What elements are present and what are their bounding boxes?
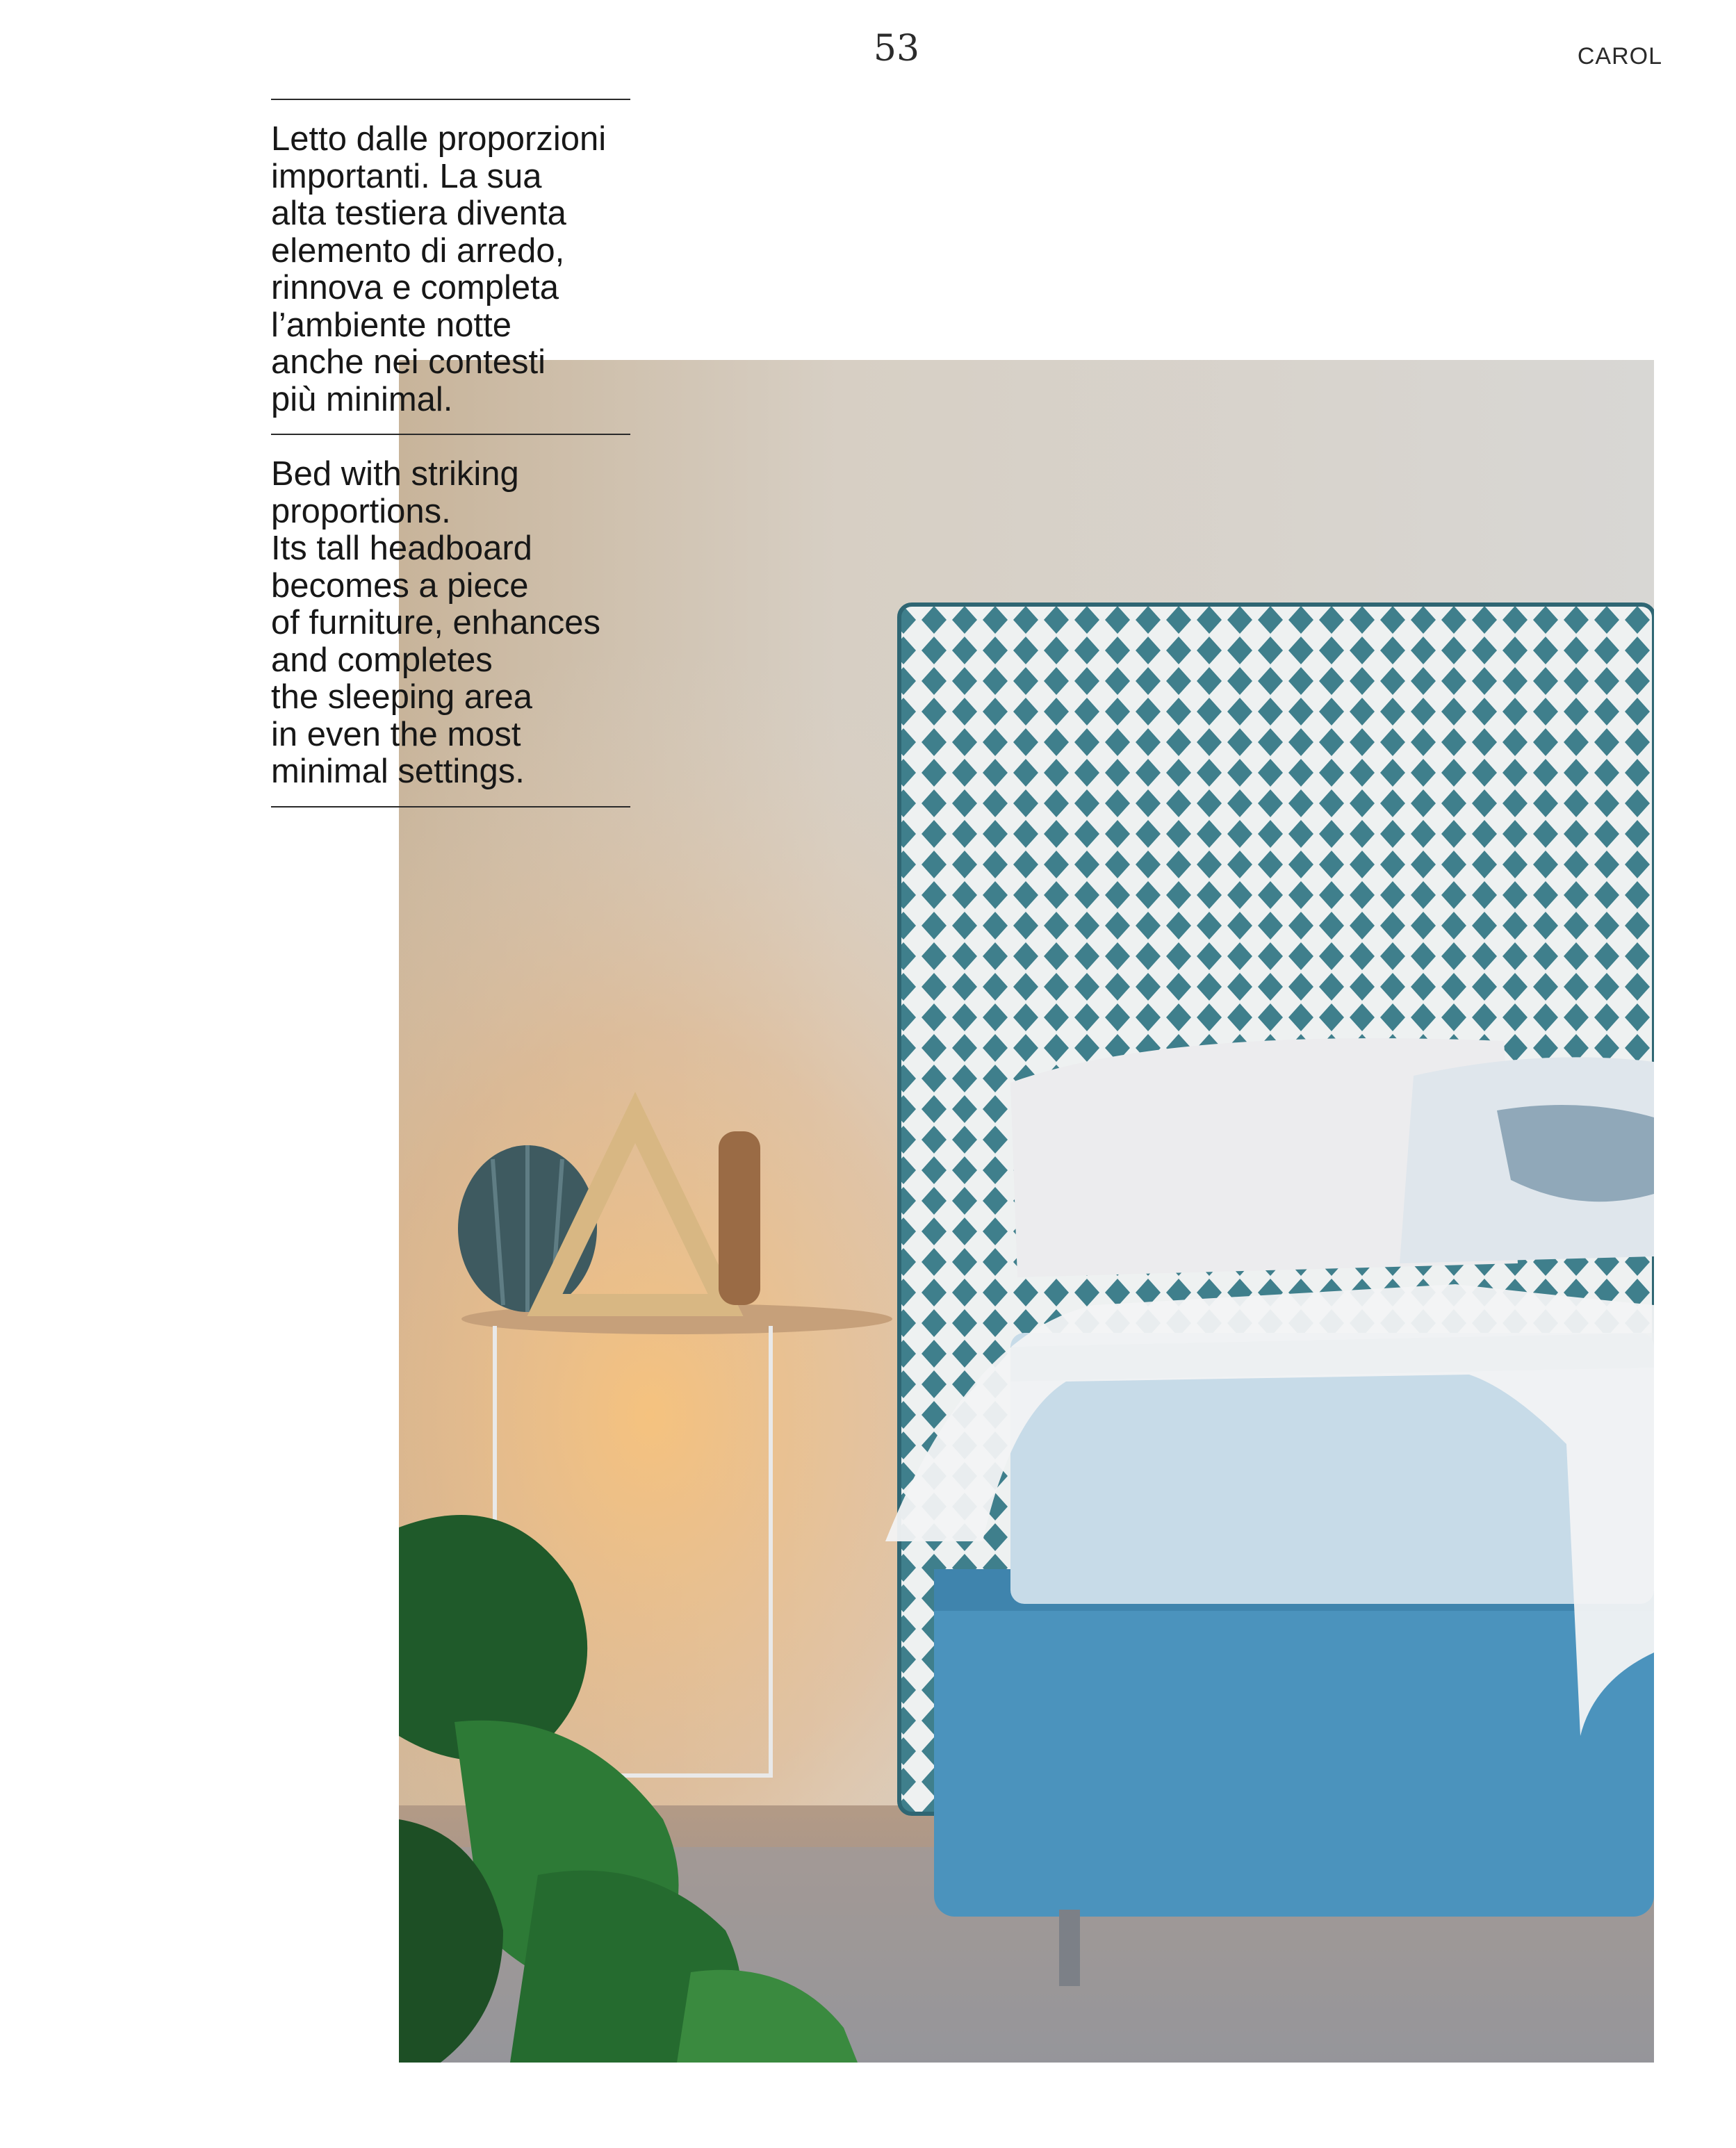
italian-description: Letto dalle proporzioni importanti. La sua alta testiera diventa elemento di arredo, rinnova e completa l’ambiente notte anche nei contesti più minimal. — [271, 120, 607, 418]
page-number: 53 — [873, 28, 920, 69]
brand-name: CAROL — [1577, 43, 1662, 69]
english-description: Bed with striking proportions. Its tall headboard becomes a piece of furniture, enhances and completes the sleeping area in even the most minimal settings. — [271, 455, 600, 790]
divider — [271, 806, 630, 807]
description-column — [271, 99, 630, 807]
